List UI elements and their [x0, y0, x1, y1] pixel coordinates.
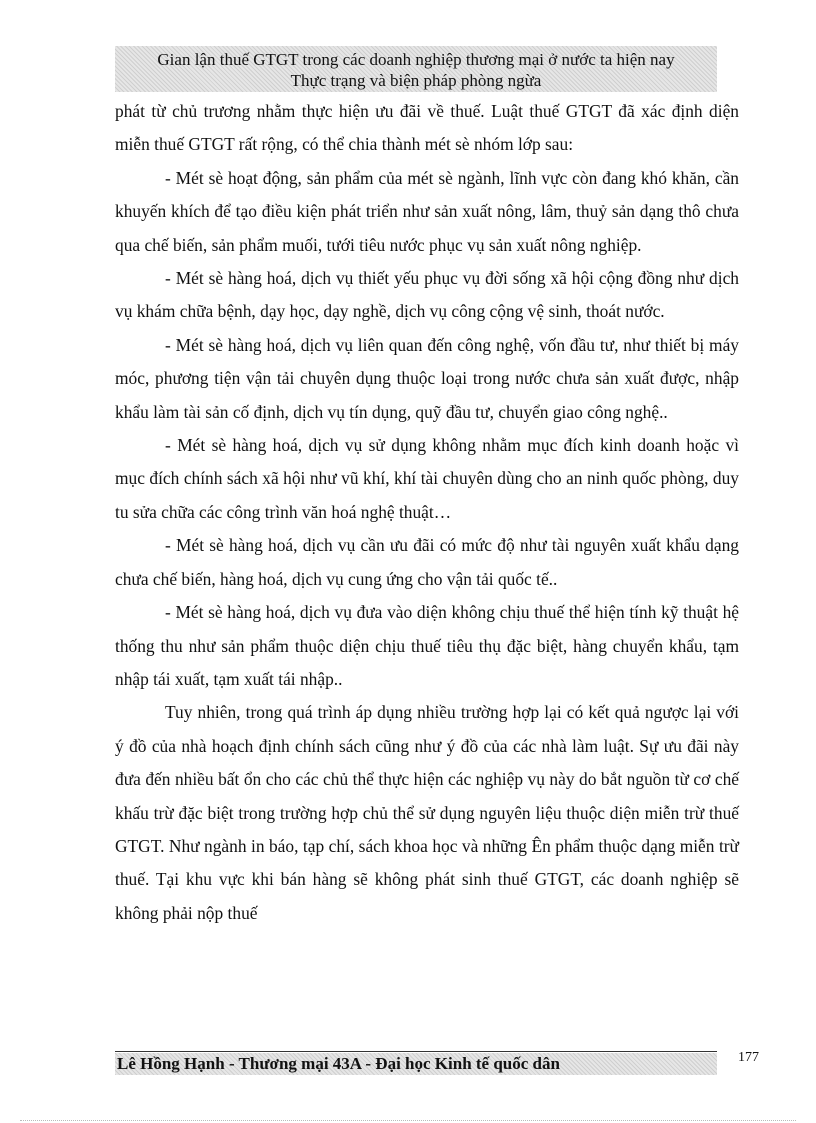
running-footer: [115, 1053, 717, 1075]
list-item-technology: - Mét sè hàng hoá, dịch vụ liên quan đến công nghệ, vốn đầu tư, như thiết bị máy móc, phương tiện vận tải chuyên dụng thuộc loại trong nước chưa sản xuất được, nhập khẩu làm tài sản cố định, dịch vụ tín dụng, quỹ đầu tư, chuyển giao công nghệ..: [115, 334, 739, 422]
footer-author: Lê Hồng Hạnh - Thương mại 43A - Đại học Kinh tế quốc dân: [117, 1054, 560, 1073]
body-text: [115, 95, 739, 930]
paragraph-however: Tuy nhiên, trong quá trình áp dụng nhiều trường hợp lại có kết quả ngược lại với ý đồ của nhà hoạch định chính sách cũng như ý đồ của các nhà làm luật. Sự ưu đãi này đưa đến nhiều bất ổn cho các chủ thể thực hiện các nghiệp vụ này do bắt nguồn từ cơ chế khấu trừ đặc biệt trong trường hợp chủ thể sử dụng nguyên liệu thuộc diện miễn trừ thuế GTGT. Như ngành in báo, tạp chí, sách khoa học và những Ên phẩm thuộc dạng miễn trừ thuế. Tại khu vực khi bán hàng sẽ không phát sinh thuế GTGT, các doanh nghiệp sẽ không phải nộp thuế: [115, 702, 739, 923]
header-title-line1: Gian lận thuế GTGT trong các doanh nghiệp thương mại ở nước ta hiện nay: [157, 50, 675, 69]
page-bottom-rule: [20, 1120, 796, 1121]
list-item-non-business: - Mét sè hàng hoá, dịch vụ sử dụng không nhằm mục đích kinh doanh hoặc vì mục đích chính sách xã hội như vũ khí, khí tài chuyên dùng cho an ninh quốc phòng, duy tu sửa chữa các công trình văn hoá nghệ thuật…: [115, 435, 739, 522]
list-item-agriculture: - Mét sè hoạt động, sản phẩm của mét sè ngành, lĩnh vực còn đang khó khăn, cần khuyến khích để tạo điều kiện phát triển như sản xuất nông, lâm, thuỷ sản dạng thô chưa qua chế biến, sản phẩm muối, tưới tiêu nước phục vụ sản xuất nông nghiệp.: [115, 167, 739, 255]
header-title-line2: Thực trạng và biện pháp phòng ngừa: [290, 71, 542, 90]
list-item-social-services: - Mét sè hàng hoá, dịch vụ thiết yếu phục vụ đời sống xã hội cộng đồng như dịch vụ khám chữa bệnh, dạy học, dạy nghề, dịch vụ công cộng vệ sinh, thoát nước.: [115, 268, 739, 322]
list-item-excise: - Mét sè hàng hoá, dịch vụ đưa vào diện không chịu thuế thể hiện tính kỹ thuật hệ thống thu như sản phẩm thuộc diện chịu thuế tiêu thụ đặc biệt, hàng chuyển khẩu, tạm nhập tái xuất, tạm xuất tái nhập..: [115, 602, 739, 689]
page-number: 177: [738, 1050, 759, 1065]
paragraph-continuation: phát từ chủ trương nhằm thực hiện ưu đãi về thuế. Luật thuế GTGT đã xác định diện miễn thuế GTGT rất rộng, có thể chia thành mét sè nhóm lớp sau:: [115, 101, 739, 155]
footer-divider: [115, 1051, 717, 1052]
running-header: [115, 46, 717, 92]
list-item-export-resources: - Mét sè hàng hoá, dịch vụ cần ưu đãi có mức độ như tài nguyên xuất khẩu dạng chưa chế biến, hàng hoá, dịch vụ cung ứng cho vận tải quốc tế..: [115, 535, 739, 589]
